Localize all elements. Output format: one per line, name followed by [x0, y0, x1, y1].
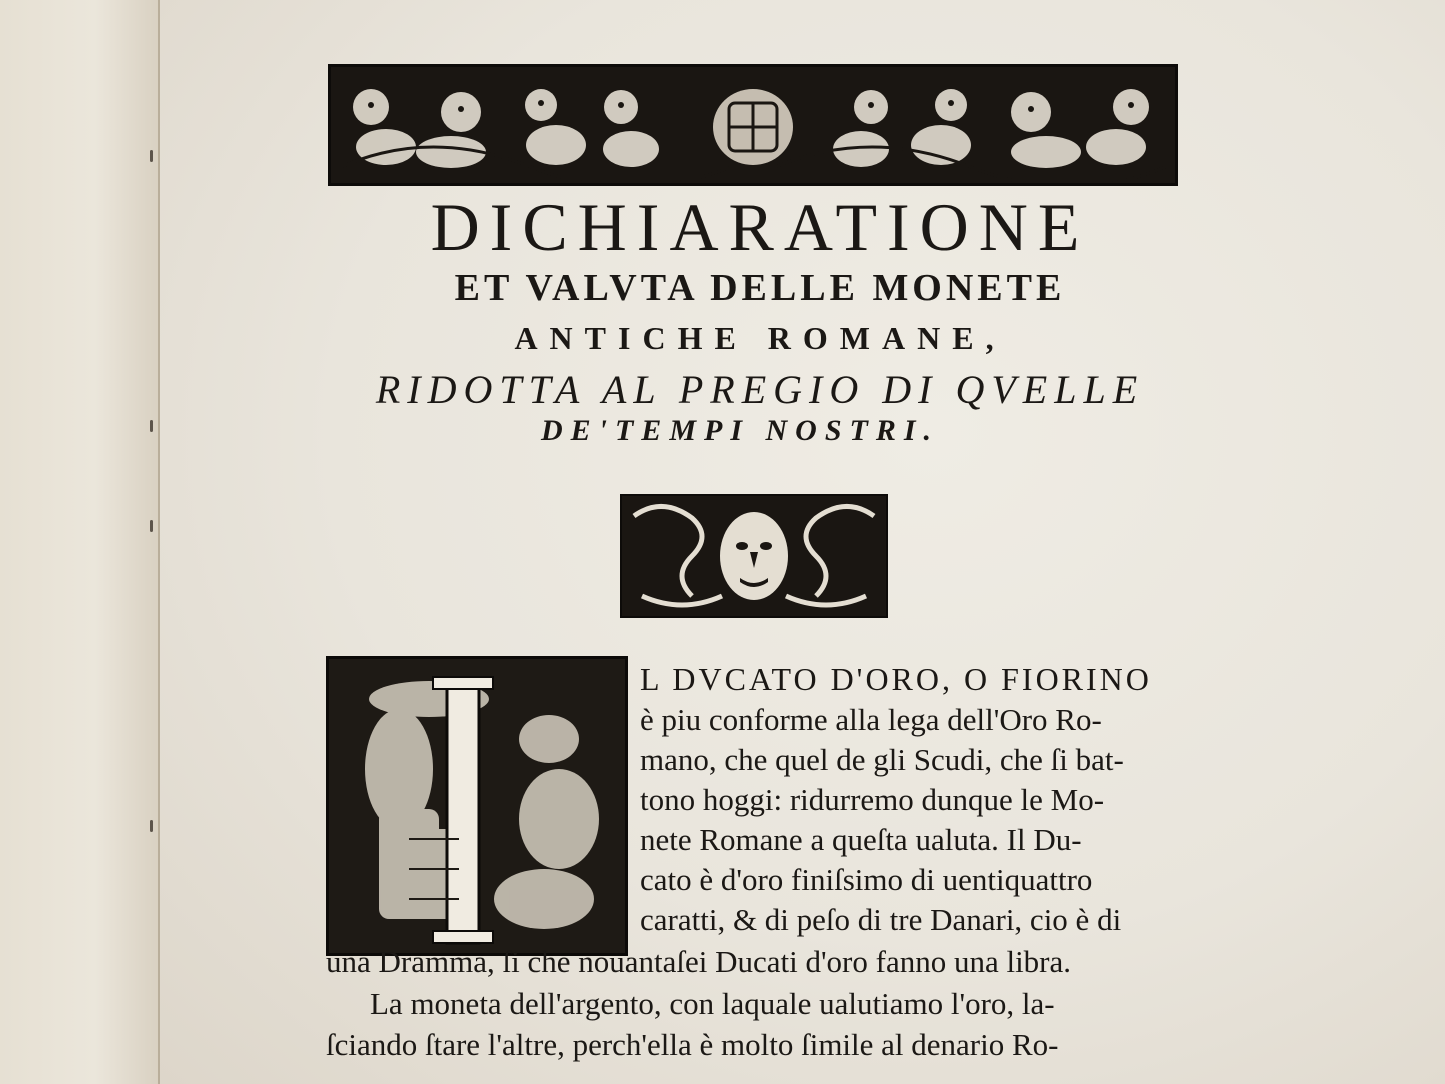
title-line-1: DICHIARATIONE: [430, 189, 1090, 265]
binding-stitch: [150, 420, 153, 432]
body-line-3: mano, che quel de gli Scudi, che ſi bat-: [640, 742, 1124, 777]
body-line-1: L DVCATO D'ORO, O FIORINO: [640, 661, 1152, 697]
body-line-2: è piu conforme alla lega dell'Oro Ro-: [640, 702, 1102, 737]
binding-stitch: [150, 150, 153, 162]
body-line-9: La moneta dell'argento, con laquale ualutiamo l'oro, la-: [370, 986, 1055, 1021]
body-line-10: ſciando ſtare l'altre, perch'ella è molto ſimile al denario Ro-: [326, 1027, 1059, 1062]
initial-letter-i-woodcut: [326, 656, 628, 956]
binding-stitch: [150, 520, 153, 532]
body-line-4: tono hoggi: ridurremo dunque le Mo-: [640, 782, 1105, 817]
title-line-5: DE'TEMPI NOSTRI.: [540, 414, 940, 447]
body-line-5: nete Romane a queſta ualuta. Il Du-: [640, 822, 1082, 857]
binding-stitch: [150, 820, 153, 832]
title-line-2: ET VALVTA DELLE MONETE: [454, 267, 1066, 309]
title-line-4: RIDOTTA AL PREGIO DI QVELLE: [375, 367, 1145, 412]
body-line-8: una Dramma, ſi che nouantaſei Ducati d'oro fanno una libra.: [326, 944, 1072, 979]
mask-ornament: [620, 494, 888, 618]
body-line-6: cato è d'oro finiſsimo di uentiquattro: [640, 862, 1093, 897]
body-line-7: caratti, & di peſo di tre Danari, cio è di: [640, 902, 1122, 937]
headpiece-woodcut: [328, 64, 1178, 186]
title-line-3: ANTICHE ROMANE,: [514, 320, 1006, 356]
left-page: [0, 0, 161, 1084]
